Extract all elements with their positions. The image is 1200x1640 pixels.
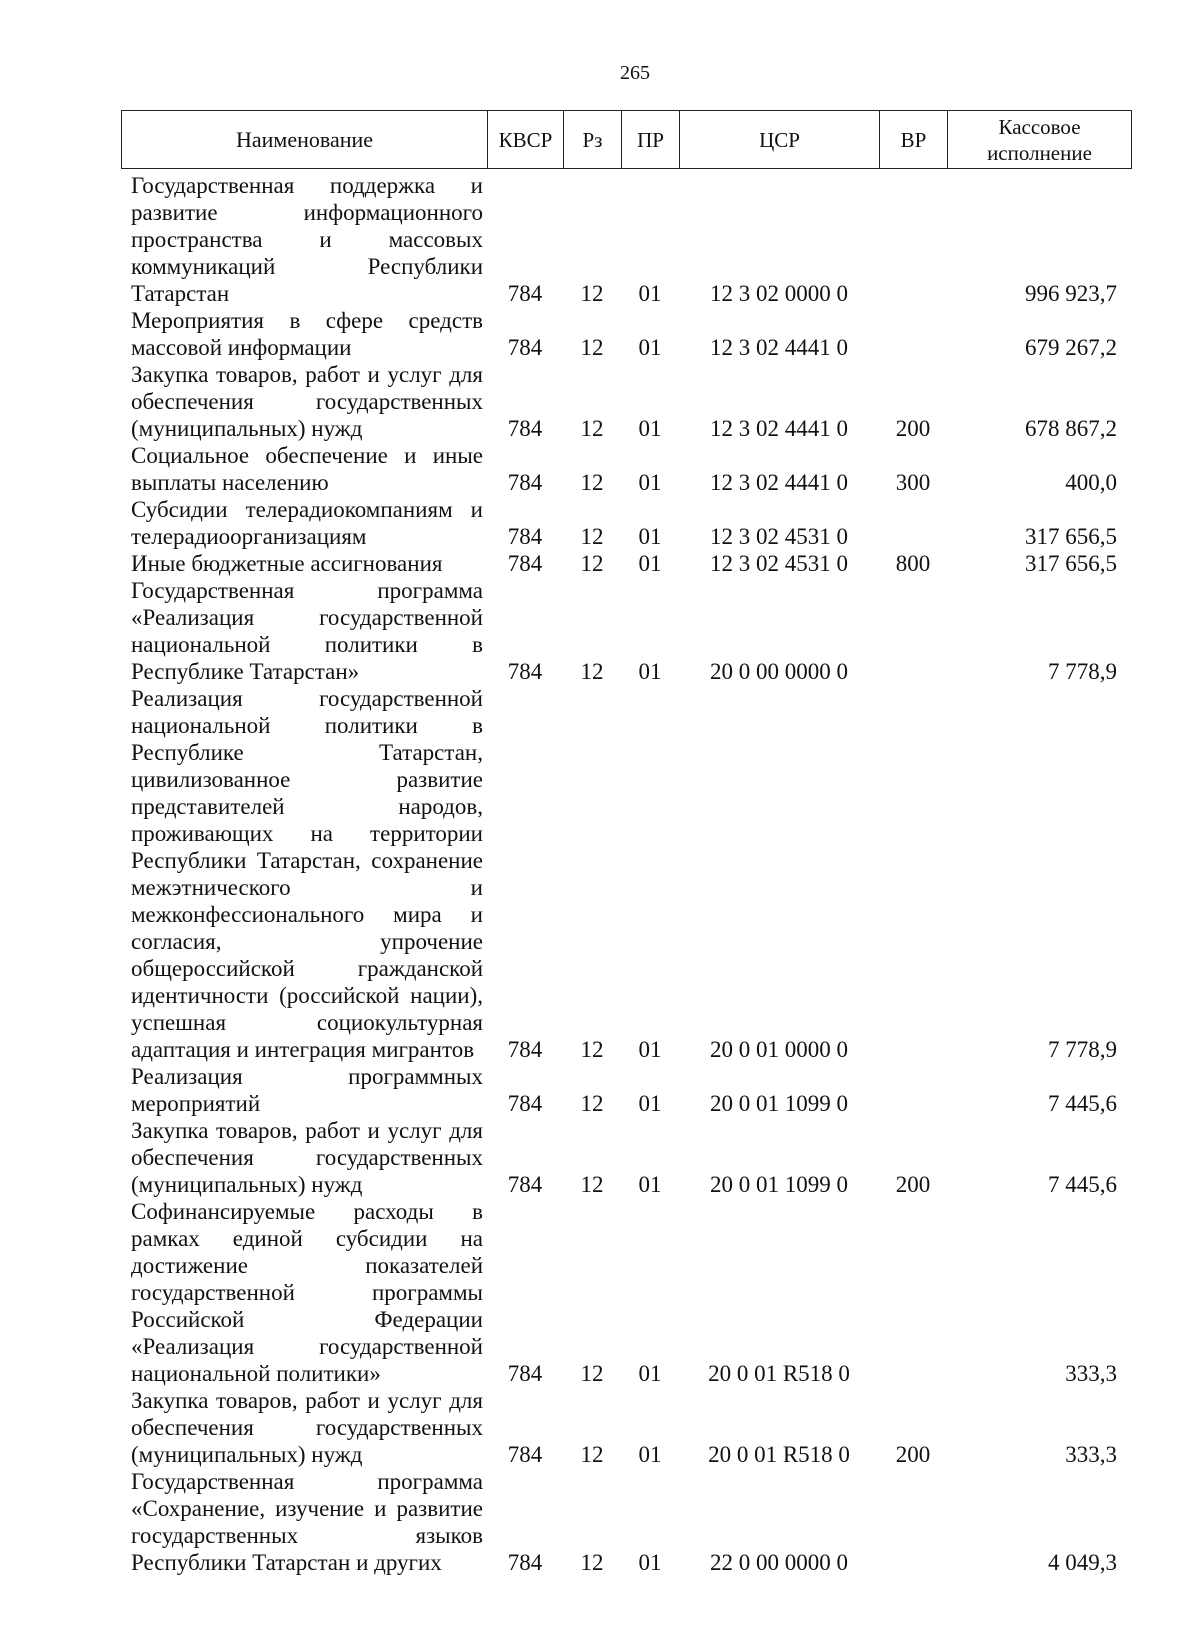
- cell-pr: 01: [638, 524, 662, 549]
- cell-csr: 22 0 00 0000 0: [710, 1550, 848, 1575]
- cell-csr: 12 3 02 0000 0: [710, 281, 848, 306]
- cell-rz: 12: [580, 1361, 604, 1386]
- cell-pr: 01: [638, 1550, 662, 1575]
- table-row: [121, 1063, 1131, 1117]
- cell-pr: 01: [638, 659, 662, 684]
- table-row: [121, 442, 1131, 496]
- column-header-pr: ПР: [622, 111, 680, 169]
- cell-name: Государственная программа «Реализация государственной национальной политики в Республике Татарстан»: [131, 578, 483, 684]
- cell-rz: 12: [580, 524, 604, 549]
- cell-amount: 7 445,6: [1048, 1091, 1117, 1116]
- cell-kvsr: 784: [507, 281, 543, 306]
- cell-name: Реализация программных мероприятий: [131, 1064, 483, 1116]
- cell-csr: 20 0 00 0000 0: [710, 659, 848, 684]
- column-header-kvsr: КВСР: [488, 111, 564, 169]
- cell-name: Закупка товаров, работ и услуг для обеспечения государственных (муниципальных) нужд: [131, 1118, 483, 1197]
- cell-amount: 4 049,3: [1048, 1550, 1117, 1575]
- cell-kvsr: 784: [507, 416, 543, 441]
- cell-pr: 01: [638, 470, 662, 495]
- cell-kvsr: 784: [507, 1442, 543, 1467]
- cell-rz: 12: [580, 659, 604, 684]
- cell-pr: 01: [638, 1442, 662, 1467]
- table-header: [121, 110, 1132, 169]
- cell-name: Социальное обеспечение и иные выплаты населению: [131, 443, 483, 495]
- table-row: [121, 1468, 1131, 1576]
- cell-csr: 12 3 02 4531 0: [710, 524, 848, 549]
- cell-pr: 01: [638, 551, 662, 576]
- column-header-name: Наименование: [122, 111, 488, 169]
- cell-amount: 400,0: [1065, 470, 1117, 495]
- cell-kvsr: 784: [507, 1037, 543, 1062]
- cell-rz: 12: [580, 1037, 604, 1062]
- cell-vr: 200: [895, 1442, 931, 1467]
- cell-csr: 20 0 01 R518 0: [708, 1361, 850, 1386]
- cell-csr: 20 0 01 1099 0: [710, 1172, 848, 1197]
- cell-pr: 01: [638, 281, 662, 306]
- cell-amount: 7 778,9: [1048, 659, 1117, 684]
- cell-csr: 12 3 02 4531 0: [710, 551, 848, 576]
- cell-vr: 200: [895, 1172, 931, 1197]
- cell-kvsr: 784: [507, 551, 543, 576]
- cell-vr: 800: [895, 551, 931, 576]
- cell-kvsr: 784: [507, 659, 543, 684]
- table-row: [121, 1117, 1131, 1198]
- cell-kvsr: 784: [507, 1172, 543, 1197]
- cell-amount: 317 656,5: [1025, 551, 1117, 576]
- cell-amount: 679 267,2: [1025, 335, 1117, 360]
- cell-kvsr: 784: [507, 1550, 543, 1575]
- cell-vr: [879, 307, 947, 361]
- cell-kvsr: 784: [507, 524, 543, 549]
- cell-amount: 333,3: [1065, 1361, 1117, 1386]
- cell-csr: 12 3 02 4441 0: [710, 335, 848, 360]
- cell-name: Субсидии телерадиокомпаниям и телерадиоорганизациям: [131, 497, 483, 549]
- cell-kvsr: 784: [507, 1361, 543, 1386]
- cell-amount: 7 445,6: [1048, 1172, 1117, 1197]
- cell-csr: 12 3 02 4441 0: [710, 470, 848, 495]
- cell-pr: 01: [638, 335, 662, 360]
- cell-name: Иные бюджетные ассигнования: [131, 551, 443, 576]
- cell-name: Мероприятия в сфере средств массовой информации: [131, 308, 483, 360]
- column-header-rz: Рз: [564, 111, 622, 169]
- cell-rz: 12: [580, 281, 604, 306]
- cell-vr: [879, 685, 947, 1063]
- table-row: [121, 550, 1131, 577]
- cell-rz: 12: [580, 335, 604, 360]
- cell-name: Государственная поддержка и развитие информационного пространства и массовых коммуникаций Республики Татарстан: [131, 173, 483, 306]
- table-body: [121, 172, 1131, 1576]
- table-row: [121, 307, 1131, 361]
- table-row: [121, 496, 1131, 550]
- cell-rz: 12: [580, 1091, 604, 1116]
- cell-vr: [879, 577, 947, 685]
- cell-amount: 333,3: [1065, 1442, 1117, 1467]
- cell-csr: 12 3 02 4441 0: [710, 416, 848, 441]
- cell-pr: 01: [638, 416, 662, 441]
- cell-csr: 20 0 01 R518 0: [708, 1442, 850, 1467]
- column-header-csr: ЦСР: [680, 111, 880, 169]
- table-row: [121, 361, 1131, 442]
- cell-rz: 12: [580, 1172, 604, 1197]
- table-row: [121, 1198, 1131, 1387]
- cell-vr: [879, 172, 947, 307]
- cell-pr: 01: [638, 1172, 662, 1197]
- cell-pr: 01: [638, 1361, 662, 1386]
- cell-amount: 7 778,9: [1048, 1037, 1117, 1062]
- cell-vr: [879, 1063, 947, 1117]
- cell-vr: 300: [895, 470, 931, 495]
- cell-name: Софинансируемые расходы в рамках единой субсидии на достижение показателей государственной программы Российской Федерации «Реализация государственной национальной политики»: [131, 1199, 483, 1386]
- cell-kvsr: 784: [507, 1091, 543, 1116]
- cell-amount: 678 867,2: [1025, 416, 1117, 441]
- cell-name: Закупка товаров, работ и услуг для обеспечения государственных (муниципальных) нужд: [131, 1388, 483, 1467]
- cell-vr: [879, 496, 947, 550]
- cell-vr: 200: [895, 416, 931, 441]
- table-row: [121, 172, 1131, 307]
- cell-rz: 12: [580, 551, 604, 576]
- cell-rz: 12: [580, 470, 604, 495]
- cell-name: Реализация государственной национальной политики в Республике Татарстан, цивилизованное развитие представителей народов, проживающих на территории Республики Татарстан, сохранение межэтнического и межконфессионального мира и согласия, упрочение общероссийской гражданской идентичности (российской нации), успешная социокультурная адаптация и интеграция мигрантов: [131, 686, 483, 1062]
- cell-rz: 12: [580, 416, 604, 441]
- cell-amount: 996 923,7: [1025, 281, 1117, 306]
- cell-name: Закупка товаров, работ и услуг для обеспечения государственных (муниципальных) нужд: [131, 362, 483, 441]
- cell-rz: 12: [580, 1550, 604, 1575]
- cell-csr: 20 0 01 0000 0: [710, 1037, 848, 1062]
- table-row: [121, 1387, 1131, 1468]
- cell-kvsr: 784: [507, 470, 543, 495]
- cell-pr: 01: [638, 1091, 662, 1116]
- column-header-vr: ВР: [880, 111, 948, 169]
- table-row: [121, 577, 1131, 685]
- cell-csr: 20 0 01 1099 0: [710, 1091, 848, 1116]
- cell-vr: [879, 1468, 947, 1576]
- cell-pr: 01: [638, 1037, 662, 1062]
- cell-amount: 317 656,5: [1025, 524, 1117, 549]
- cell-name: Государственная программа «Сохранение, изучение и развитие государственных языков Республики Татарстан и других: [131, 1469, 483, 1575]
- column-header-amount: Кассовое исполнение: [948, 111, 1132, 169]
- cell-kvsr: 784: [507, 335, 543, 360]
- table-row: [121, 685, 1131, 1063]
- cell-vr: [879, 1198, 947, 1387]
- budget-table: [121, 172, 1131, 1576]
- page-number: 265: [620, 62, 650, 84]
- cell-rz: 12: [580, 1442, 604, 1467]
